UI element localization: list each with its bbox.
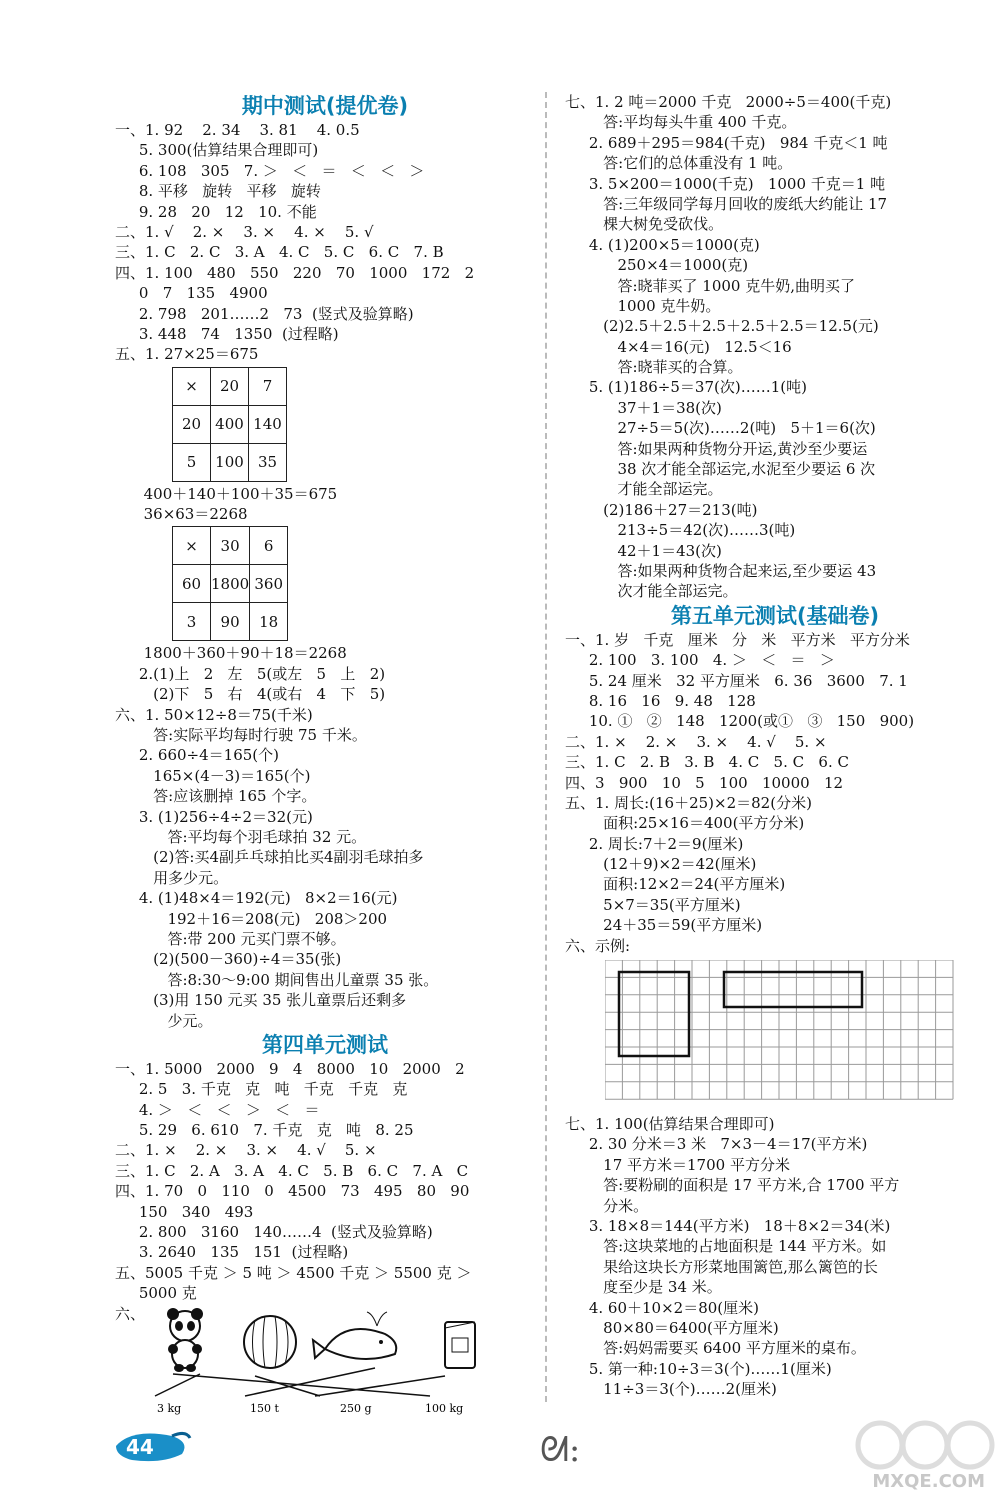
answer-line: 答:平均每个羽毛球拍 32 元。 <box>115 827 367 846</box>
answer-line: 四、1. 100 480 550 220 70 1000 172 2 <box>115 263 475 282</box>
answer-line: 度至少是 34 米。 <box>565 1278 722 1297</box>
answer-line: 六、1. 50×12÷8＝75(千米) <box>115 705 313 724</box>
grid-cell: 360 <box>250 565 288 603</box>
grid-cell: 20 <box>173 405 211 443</box>
answer-line: 次才能全部运完。 <box>565 582 738 601</box>
grid-cell: × <box>173 527 211 565</box>
answer-line: 5. 300(估算结果合理即可) <box>115 141 319 160</box>
grid-cell: 35 <box>249 443 287 481</box>
answer-line: 3. (1)256÷4÷2＝32(元) <box>115 807 313 826</box>
answer-line: 165×(4－3)＝165(个) <box>115 766 311 785</box>
answer-line: 11÷3＝3(个)……2(厘米) <box>565 1380 777 1399</box>
weight-label: 250 g <box>340 1401 372 1415</box>
answer-line: 答:如果两种货物合起来运,至少要运 43 <box>565 561 877 580</box>
whale-icon <box>313 1312 396 1359</box>
answer-line: 面积:12×2＝24(平方厘米) <box>565 875 786 894</box>
answer-line: 四、3 900 10 5 100 10000 12 <box>565 773 844 792</box>
answer-line: 才能全部运完。 <box>565 480 723 499</box>
grid-cell: 1800 <box>211 565 250 603</box>
weight-label: 3 kg <box>157 1401 182 1415</box>
answer-line: 答:这块菜地的占地面积是 144 平方米。如 <box>565 1237 887 1256</box>
grid-cell: × <box>173 367 211 405</box>
answer-line: 二、1. √ 2. × 3. × 4. × 5. √ <box>115 222 374 241</box>
answer-line: 2. 660÷4＝165(个) <box>115 746 279 765</box>
answer-line: 150 340 493 <box>115 1202 254 1221</box>
section-title-midterm: 期中测试(提优卷) <box>241 94 409 118</box>
watermelon-icon <box>244 1316 296 1368</box>
answer-line: 四、1. 70 0 110 0 4500 73 495 80 90 <box>115 1182 470 1201</box>
grid-cell: 3 <box>173 603 211 641</box>
answer-line: 0 7 135 4900 <box>115 284 268 303</box>
answer-line: (2)186＋27＝213(吨) <box>565 500 758 519</box>
answer-line: 8. 平移 旋转 平移 旋转 <box>115 182 321 201</box>
answer-line: 3. 2640 135 151 (过程略) <box>115 1243 349 1262</box>
page-number-badge <box>112 1428 192 1464</box>
page-number: 44 <box>126 1435 154 1459</box>
answer-line: 答:应该删掉 165 个字。 <box>115 787 317 806</box>
midterm-answers-continued <box>565 92 985 602</box>
answer-line: 2. 5 3. 千克 克 吨 千克 千克 克 <box>115 1080 408 1099</box>
answer-line: 面积:25×16＝400(平方分米) <box>565 814 805 833</box>
grid-cell: 20 <box>211 367 249 405</box>
answer-line: (2)答:买4副乒乓球拍比买4副羽毛球拍多 <box>115 848 424 867</box>
answer-line: 24＋35＝59(平方厘米) <box>565 916 763 935</box>
answer-line: 3. 448 74 1350 (过程略) <box>115 324 339 343</box>
answer-line: 三、1. C 2. B 3. B 4. C 5. C 6. C <box>565 753 849 772</box>
answer-line: 一、1. 92 2. 34 3. 81 4. 0.5 <box>115 121 360 139</box>
watermark-text: MXQE.COM <box>872 1471 985 1492</box>
answer-line: (2)2.5＋2.5＋2.5＋2.5＋2.5＝12.5(元) <box>565 317 879 336</box>
answer-line: 三、1. C 2. A 3. A 4. C 5. B 6. C 7. A C <box>115 1161 469 1180</box>
grid-cell: 6 <box>250 527 288 565</box>
weight-label: 150 t <box>250 1401 279 1415</box>
answer-line: 用多少元。 <box>115 868 229 887</box>
answer-line: 192＋16＝208(元) 208＞200 <box>115 909 388 928</box>
answer-line: 5×7＝35(平方厘米) <box>565 895 741 914</box>
grid-cell: 400 <box>211 405 249 443</box>
bag-icon <box>445 1322 475 1368</box>
answer-line: 2. 周长:7＋2＝9(厘米) <box>565 834 744 853</box>
unit5-answers-continued <box>565 1114 985 1399</box>
answer-line: 答:妈妈需要买 6400 平方厘米的桌布。 <box>565 1339 866 1358</box>
answer-line: 七、1. 2 吨＝2000 千克 2000÷5＝400(千克) <box>565 93 892 111</box>
answer-line: 36×63＝2268 <box>115 505 248 524</box>
grid-cell: 140 <box>249 405 287 443</box>
answer-line: 2. 689＋295＝984(千克) 984 千克＜1 吨 <box>565 133 888 152</box>
answer-line: 答:晓菲买了 1000 克牛奶,曲明买了 <box>565 276 855 295</box>
answer-line: 1000 克牛奶。 <box>565 296 721 315</box>
answer-line: 4. ＞ ＜ ＜ ＞ ＜ ＝ <box>115 1100 320 1119</box>
answer-line: 答:8:30～9:00 期间售出儿童票 35 张。 <box>115 970 439 989</box>
answer-line: (2)(500－360)÷4＝35(张) <box>115 950 342 969</box>
section-title-unit5: 第五单元测试(基础卷) <box>670 603 880 628</box>
answer-line: 2.(1)上 2 左 5(或左 5 上 2) <box>115 664 386 683</box>
grid-cell: 7 <box>249 367 287 405</box>
left-column <box>115 92 535 1414</box>
answer-line: 5000 克 <box>115 1284 197 1303</box>
grid-drawing <box>605 960 985 1114</box>
answer-line: 一、1. 5000 2000 9 4 8000 10 2000 2 <box>115 1059 465 1078</box>
answer-line: 二、1. × 2. × 3. × 4. √ 5. × <box>565 732 827 751</box>
answer-line: 213÷5＝42(次)……3(吨) <box>565 521 796 540</box>
unit4-answers <box>115 1059 535 1304</box>
answer-line: 2. 30 分米＝3 米 7×3－4＝17(平方米) <box>565 1135 868 1154</box>
answer-line: 棵大树免受砍伐。 <box>565 215 724 234</box>
answer-line: 4. 60＋10×2＝80(厘米) <box>565 1298 759 1317</box>
grid-cell: 30 <box>211 527 250 565</box>
answer-line: 二、1. × 2. × 3. × 4. √ 5. × <box>115 1141 377 1160</box>
answer-line: 果给这块长方形菜地围篱笆,那么篱笆的长 <box>565 1257 878 1276</box>
answer-line: 17 平方米＝1700 平方分米 <box>565 1155 790 1174</box>
answer-line: 8. 16 16 9. 48 128 <box>565 691 756 710</box>
column-divider <box>545 92 547 1402</box>
answer-line: 答:如果两种货物分开运,黄沙至少要运 <box>565 439 868 458</box>
grid-cell: 90 <box>211 603 250 641</box>
answer-line: 5. (1)186÷5＝37(次)……1(吨) <box>565 378 807 397</box>
answer-line: 分米。 <box>565 1196 649 1215</box>
answer-line: 三、1. C 2. C 3. A 4. C 5. C 6. C 7. B <box>115 243 444 262</box>
answer-line: 六、示例: <box>565 936 631 955</box>
weight-label: 100 kg <box>425 1401 464 1415</box>
answer-line: 38 次才能全部运完,水泥至少要运 6 次 <box>565 460 876 479</box>
answer-line: 答:要粉刷的面积是 17 平方米,合 1700 平方 <box>565 1176 900 1195</box>
answer-line: 10. ① ② 148 1200(或① ③ 150 900) <box>565 712 915 731</box>
unit5-answers <box>565 630 985 956</box>
answer-line: 42＋1＝43(次) <box>565 541 722 560</box>
answer-line: (3)用 150 元买 35 张儿童票后还剩多 <box>115 991 407 1010</box>
answer-line: 答:带 200 元买门票不够。 <box>115 929 346 948</box>
midterm-answers-mid <box>115 484 535 525</box>
answer-line: (12＋9)×2＝42(厘米) <box>565 855 757 874</box>
multiplication-grid-1 <box>172 367 287 482</box>
answer-line: 五、5005 千克 ＞ 5 吨 ＞ 4500 千克 ＞ 5500 克 ＞ <box>115 1263 472 1282</box>
answer-line: 少元。 <box>115 1011 213 1030</box>
answer-line: 五、1. 周长:(16＋25)×2＝82(分米) <box>565 793 812 812</box>
answer-line: 4. (1)200×5＝1000(克) <box>565 235 760 254</box>
answer-line: 5. 24 厘米 32 平方厘米 6. 36 3600 7. 1 <box>565 671 908 690</box>
answer-line: 5. 29 6. 610 7. 千克 克 吨 8. 25 <box>115 1121 414 1140</box>
answer-line: 七、1. 100(估算结果合理即可) <box>565 1115 775 1134</box>
midterm-answers-b <box>115 643 535 1030</box>
answer-line: 80×80＝6400(平方厘米) <box>565 1318 779 1337</box>
matching-figure <box>145 1304 525 1414</box>
answer-line: 1800＋360＋90＋18＝2268 <box>115 644 347 663</box>
answer-line: 五、1. 27×25＝675 <box>115 345 259 364</box>
handwritten-mark: ᘛ: <box>540 1430 581 1470</box>
answer-line: 5. 第一种:10÷3＝3(个)……1(厘米) <box>565 1359 832 1378</box>
answer-line: 4. (1)48×4＝192(元) 8×2＝16(元) <box>115 889 398 908</box>
answer-line: 答:它们的总体重没有 1 吨。 <box>565 154 793 173</box>
multiplication-grid-2 <box>172 526 288 641</box>
answer-line: 37＋1＝38(次) <box>565 398 722 417</box>
answer-line: 答:实际平均每时行驶 75 千米。 <box>115 726 367 745</box>
panda-icon <box>167 1308 203 1372</box>
right-column <box>565 92 985 1399</box>
grid-cell: 18 <box>250 603 288 641</box>
grid-cell: 60 <box>173 565 211 603</box>
answer-line: 答:三年级同学每月回收的废纸大约能让 17 <box>565 194 888 213</box>
answer-line: (2)下 5 右 4(或右 4 下 5) <box>115 685 386 704</box>
watermark-logo <box>855 1410 995 1500</box>
answer-line: 400＋140＋100＋35＝675 <box>115 484 338 503</box>
answer-line: 9. 28 20 12 10. 不能 <box>115 202 317 221</box>
section-title-unit4: 第四单元测试 <box>262 1032 388 1057</box>
answer-line: 27÷5＝5(次)……2(吨) 5＋1＝6(次) <box>565 419 876 438</box>
answer-line: 4×4＝16(元) 12.5＜16 <box>565 337 792 356</box>
answer-line: 2. 800 3160 140……4 (竖式及验算略) <box>115 1223 433 1242</box>
answer-line: 2. 100 3. 100 4. ＞ ＜ ＝ ＞ <box>565 651 835 670</box>
answer-line: 250×4＝1000(克) <box>565 256 749 275</box>
answer-line: 3. 18×8＝144(平方米) 18＋8×2＝34(米) <box>565 1216 891 1235</box>
answer-line: 一、1. 岁 千克 厘米 分 米 平方米 平方分米 <box>565 630 910 649</box>
answer-line: 答:晓菲买的合算。 <box>565 358 743 377</box>
answer-line: 3. 5×200＝1000(千克) 1000 千克＝1 吨 <box>565 174 886 193</box>
grid-cell: 5 <box>173 443 211 481</box>
question-six-label: 六、 <box>115 1304 146 1323</box>
answer-line: 答:平均每头牛重 400 千克。 <box>565 113 797 132</box>
grid-cell: 100 <box>211 443 249 481</box>
answer-line: 2. 798 201……2 73 (竖式及验算略) <box>115 304 414 323</box>
midterm-answers <box>115 120 535 365</box>
answer-line: 6. 108 305 7. ＞ ＜ ＝ ＜ ＜ ＞ <box>115 161 425 180</box>
